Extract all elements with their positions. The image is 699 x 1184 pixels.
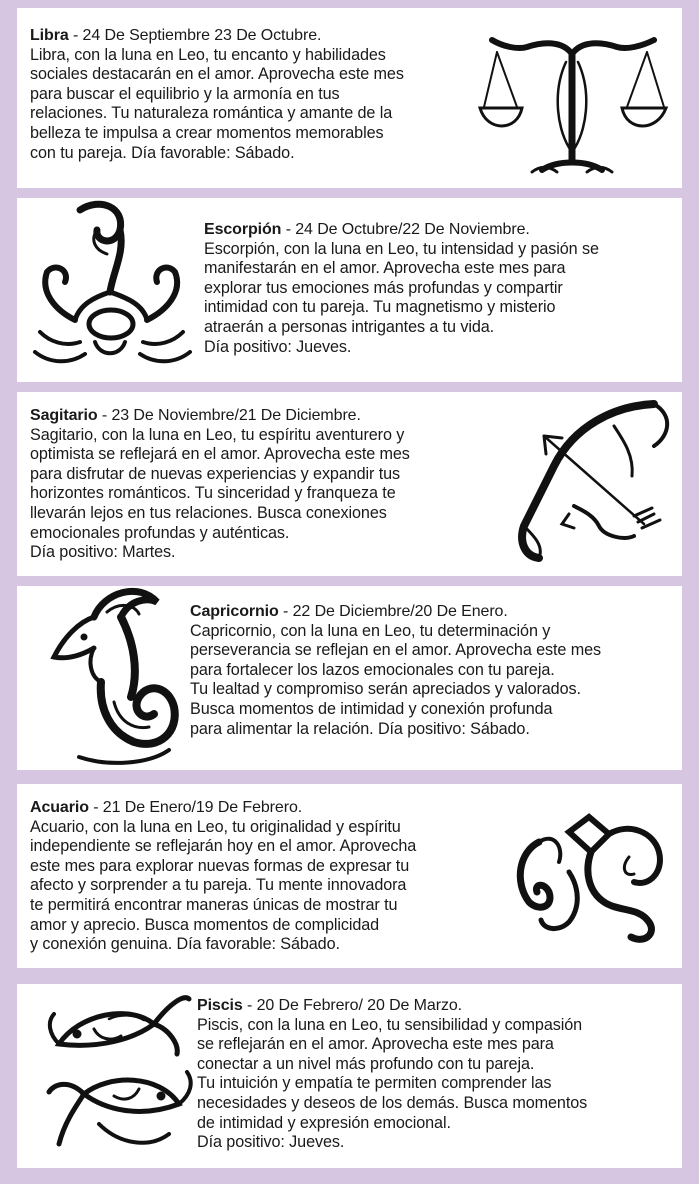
sign-dates: - 22 De Diciembre/20 De Enero. (278, 603, 508, 620)
bow-and-arrow-icon (514, 396, 679, 566)
escorpion-header (204, 220, 674, 240)
libra-scales-icon (472, 32, 672, 182)
capricornio-header (190, 602, 675, 622)
libra-card (17, 8, 682, 188)
sign-description: Acuario, con la luna en Leo, tu originalidad y espíritu independiente se reflejarán hoy en el amor. Aprovecha este mes para explorar nuevas formas de expresar tu afecto y sorprender a tu pareja. Tu mente innovadora te permitirá encontrar maneras únicas de mostrar tu amor y aprecio. Busca momentos de complicidad y conexión genuina. Día favorable: Sábado. (30, 817, 417, 954)
sign-description: Piscis, con la luna en Leo, tu sensibilidad y compasión se reflejarán en el amor. Aprovecha este mes para conectar a un nivel más profundo con tu pareja. Tu intuición y empatía te permiten comprender las necesidades y deseos de los demás. Busca momentos de intimidad y expresión emocional. Día positivo: Jueves. (197, 1015, 588, 1152)
sign-name: Libra (30, 27, 69, 44)
sign-dates: - 20 De Febrero/ 20 De Marzo. (242, 997, 462, 1014)
sign-dates: - 24 De Octubre/22 De Noviembre. (281, 221, 530, 238)
libra-text (30, 26, 490, 163)
sign-description: Capricornio, con la luna en Leo, tu determinación y perseverancia se reflejan en el amor. Aprovecha este mes para fortalecer los lazos emocionales con tu pareja. Tu lealtad y compromiso serán apreciados y valorados. Busca momentos de intimidad y conexión profunda para alimentar la relación. Día positivo: Sábado. (190, 621, 602, 738)
sign-name: Escorpión (204, 221, 282, 238)
escorpion-text (204, 220, 674, 357)
sign-name: Acuario (30, 799, 89, 816)
sagitario-header (30, 406, 500, 426)
acuario-text (30, 798, 510, 955)
acuario-header (30, 798, 510, 818)
sign-description: Libra, con la luna en Leo, tu encanto y habilidades sociales destacarán en el amor. Aprovecha este mes para buscar el equilibrio y la armonía en tus relaciones. Tu naturaleza romántica y amante de la belleza te impulsa a crear momentos memorables con tu pareja. Día favorable: Sábado. (30, 45, 404, 162)
sign-name: Capricornio (190, 603, 279, 620)
sign-description: Escorpión, con la luna en Leo, tu intensidad y pasión se manifestarán en el amor. Aprovecha este mes para explorar tus emociones más profundas y compartir intimidad con tu pareja. Tu magnetismo y misterio atraerán a personas intrigantes a tu vida. Día positivo: Jueves. (204, 239, 599, 356)
sign-name: Piscis (197, 997, 243, 1014)
piscis-text (197, 996, 672, 1153)
sign-dates: - 21 De Enero/19 De Febrero. (88, 799, 303, 816)
two-fish-icon (39, 984, 199, 1164)
piscis-card (17, 984, 682, 1168)
sagitario-card (17, 392, 682, 576)
goat-icon (39, 586, 189, 770)
sign-description: Sagitario, con la luna en Leo, tu espíritu aventurero y optimista se reflejará en el amor. Aprovecha este mes para disfrutar de nuevas experiencias y expandir tus horizontes románticos. Tu sinceridad y franqueza te llevarán lejos en tus relaciones. Busca conexiones emocionales profundas y auténticas. Día positivo: Martes. (30, 425, 410, 562)
sign-dates: - 23 De Noviembre/21 De Diciembre. (97, 407, 361, 424)
sign-name: Sagitario (30, 407, 98, 424)
scorpion-icon (25, 198, 200, 378)
piscis-header (197, 996, 672, 1016)
capricornio-text (190, 602, 675, 739)
escorpion-card (17, 198, 682, 382)
water-bearer-icon (509, 812, 674, 947)
sagitario-text (30, 406, 500, 563)
acuario-card (17, 784, 682, 968)
capricornio-card (17, 586, 682, 770)
libra-header (30, 26, 490, 46)
sign-dates: - 24 De Septiembre 23 De Octubre. (68, 27, 322, 44)
